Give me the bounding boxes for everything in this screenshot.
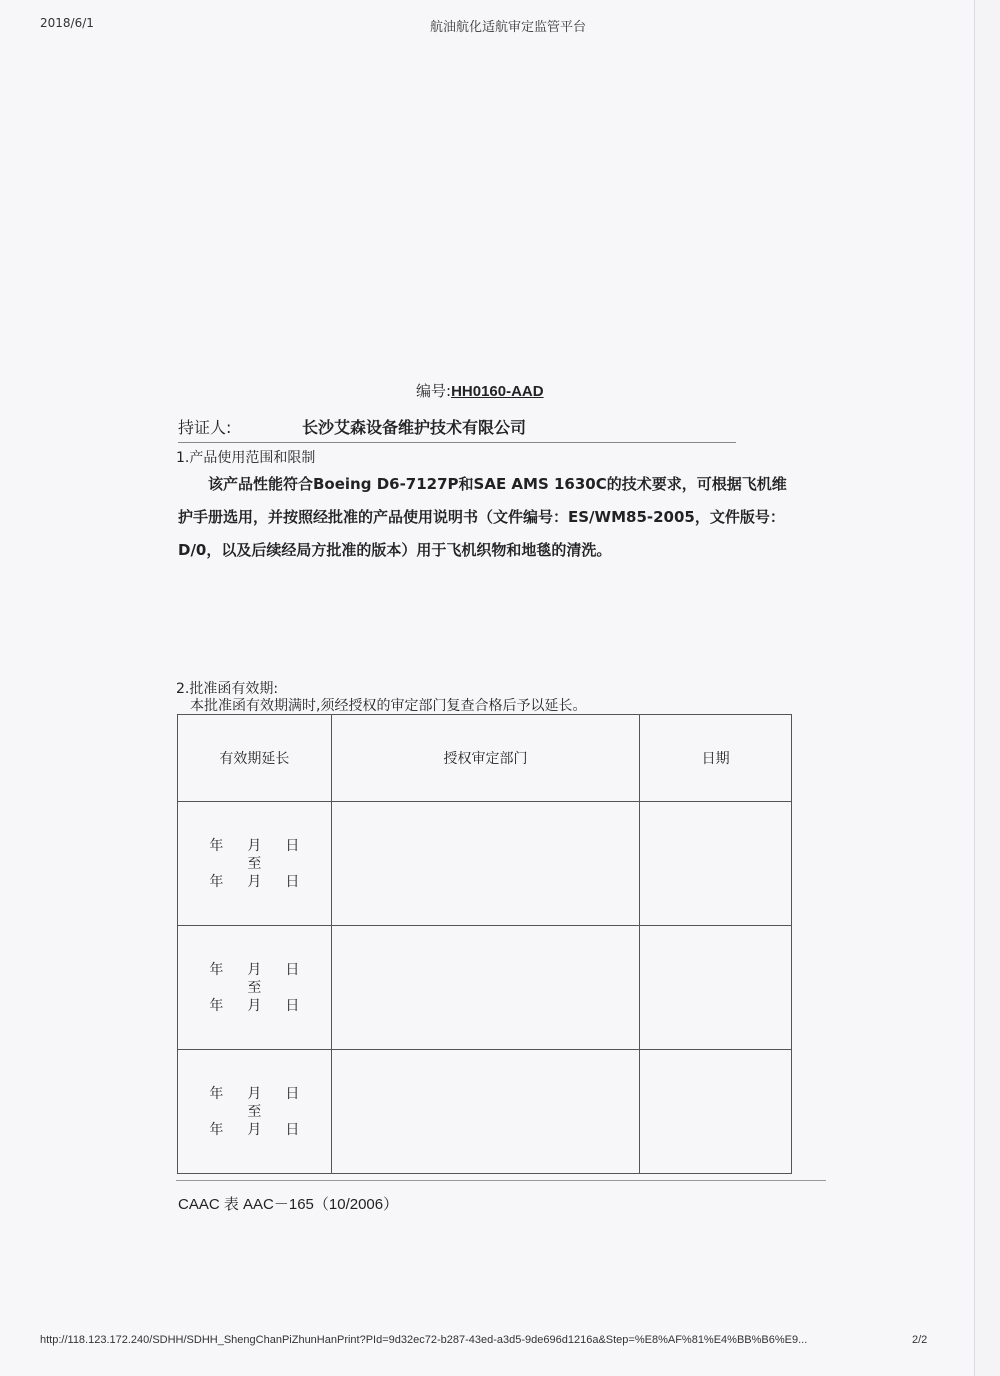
- holder-label: 持证人:: [178, 418, 232, 437]
- header-date: 日期: [640, 715, 792, 802]
- date-cell: [640, 802, 792, 926]
- validity-table: [177, 714, 792, 1174]
- section2-title: 2.批准函有效期:: [176, 681, 279, 697]
- date-cell: [640, 1050, 792, 1174]
- print-date: 2018/6/1: [40, 16, 94, 30]
- table-row: [178, 1050, 792, 1174]
- validity-period-cell: 年 月 日 至 年 月 日: [178, 926, 332, 1050]
- department-cell: [331, 802, 639, 926]
- print-header-title: 航油航化适航审定监管平台: [430, 20, 587, 35]
- section1-title: 1.产品使用范围和限制: [176, 450, 316, 466]
- header-extension: 有效期延长: [178, 715, 332, 802]
- department-cell: [331, 926, 639, 1050]
- table-row: [178, 802, 792, 926]
- document-number-value: HH0160-AAD: [451, 383, 544, 400]
- section1-text: 该产品性能符合Boeing D6-7127P和SAE AMS 1630C的技术要求，可根据飞机维护手册选用，并按照经批准的产品使用说明书（文件编号：ES/WM85-2005，文件版号：D/0，以及后续经局方批准的版本）用于飞机织物和地毯的清洗。: [178, 475, 787, 559]
- header-department: 授权审定部门: [331, 715, 639, 802]
- validity-period-cell: 年 月 日 至 年 月 日: [178, 802, 332, 926]
- document-number-label: 编号:: [416, 382, 452, 400]
- section2-note: 本批准函有效期满时,须经授权的审定部门复查合格后予以延长。: [190, 698, 587, 714]
- table-row: [178, 926, 792, 1050]
- validity-period-cell: 年 月 日 至 年 月 日: [178, 1050, 332, 1174]
- date-cell: [640, 926, 792, 1050]
- table-header-row: [178, 715, 792, 802]
- holder-name: 长沙艾森设备维护技术有限公司: [302, 418, 527, 437]
- footer-divider: [176, 1180, 826, 1181]
- form-code: CAAC 表 AAC－165（10/2006）: [178, 1196, 399, 1213]
- document-number: [416, 380, 544, 401]
- holder-underline: [178, 442, 736, 443]
- page-number: 2/2: [912, 1334, 928, 1346]
- department-cell: [331, 1050, 639, 1174]
- print-url: http://118.123.172.240/SDHH/SDHH_ShengChanPiZhunHanPrint?PId=9d32ec72-b287-43ed-a3d5-9de696d1216a&Step=%E8%AF%81%E4%BB%B6%E9...: [40, 1334, 808, 1346]
